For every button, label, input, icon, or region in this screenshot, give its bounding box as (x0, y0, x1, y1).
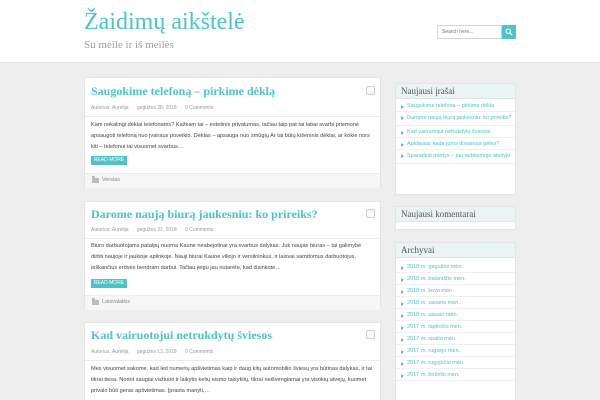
bullet-icon (401, 105, 404, 109)
search-button[interactable] (502, 25, 516, 39)
bullet-icon (401, 374, 404, 378)
toggle-button[interactable] (366, 86, 375, 95)
archive-link[interactable] (396, 357, 515, 369)
post-title[interactable]: Saugokime telefoną – pirkime dėklą (91, 84, 276, 98)
bullet-icon (401, 131, 404, 135)
post-footer (85, 295, 380, 310)
search-input[interactable] (437, 25, 502, 39)
widget-title: Archyvai (396, 243, 515, 258)
archive-link[interactable] (396, 333, 515, 345)
bullet-icon (401, 266, 404, 270)
category-link[interactable]: Verslas (102, 177, 121, 183)
post-meta (91, 227, 220, 233)
recent-post-link[interactable] (396, 100, 515, 112)
bullet-icon (401, 154, 404, 158)
recent-post-label[interactable]: Kad vairuotojui netrukdytų šviesos (407, 129, 491, 135)
widget-title: Naujausi komentarai (396, 207, 515, 222)
site-title[interactable]: Žaidimų aikštelė (84, 9, 245, 35)
post-card (84, 201, 381, 309)
bullet-icon (401, 326, 404, 330)
archive-link[interactable] (396, 369, 515, 381)
recent-post-label[interactable]: Apklausa: kada jums dovanoja gėles? (407, 141, 500, 147)
post-author[interactable]: Autorius: Aurelija (91, 105, 129, 111)
category-link[interactable]: Laisvalaikis (102, 299, 131, 305)
bullet-icon (401, 143, 404, 147)
archive-label[interactable]: 2018 m. kovo mėn. (407, 288, 454, 294)
archive-label[interactable]: 2017 m. spalio mėn. (407, 336, 457, 342)
post-meta (91, 349, 220, 355)
post-date[interactable]: gegužės 28, 2018 (136, 105, 177, 111)
search-icon (505, 28, 513, 36)
site-tagline: Su meile ir iš meilės (84, 39, 174, 51)
archive-link[interactable] (396, 261, 515, 273)
archive-link[interactable] (396, 309, 515, 321)
post-title[interactable]: Darome naują biurą jaukesniu: ko prireiks? (91, 207, 318, 221)
archive-link[interactable] (396, 273, 515, 285)
folder-icon (92, 300, 99, 305)
recent-posts-widget (395, 83, 516, 195)
post-author[interactable]: Autorius: Aurelija (91, 227, 129, 233)
post-title[interactable]: Kad vairuotojui netrukdytų šviesos (91, 328, 273, 342)
toggle-button[interactable] (366, 209, 375, 218)
recent-post-link[interactable] (396, 112, 515, 126)
bullet-icon (401, 116, 404, 120)
archive-label[interactable]: 2018 m. vasario mėn. (407, 300, 460, 306)
bullet-icon (401, 362, 404, 366)
post-meta (91, 105, 220, 111)
archive-label[interactable]: 2017 m. rugpjūčio mėn. (407, 360, 465, 366)
divider (85, 238, 380, 239)
archive-label[interactable]: 2018 m. gegužės mėn. (407, 264, 463, 270)
recent-post-label[interactable]: Sparadinti dantys – jau nebtoimoje ateityje (407, 153, 511, 159)
archive-label[interactable]: 2018 m. sausio mėn. (407, 312, 459, 318)
recent-post-label[interactable]: Darome naują biurą jaukesniu: ko prireiks? (407, 115, 512, 121)
bullet-icon (401, 278, 404, 282)
recent-posts-list (396, 100, 515, 164)
archive-label[interactable]: 2018 m. balandžio mėn. (407, 276, 466, 282)
divider (85, 360, 380, 361)
bullet-icon (401, 350, 404, 354)
recent-post-link[interactable] (396, 126, 515, 138)
archive-label[interactable]: 2017 m. birželio mėn. (407, 372, 460, 378)
post-card (84, 322, 381, 400)
divider (85, 116, 380, 117)
widget-title: Naujausi įrašai (396, 84, 515, 99)
recent-post-link[interactable] (396, 150, 515, 164)
post-comments[interactable]: 0 Comments (185, 105, 214, 111)
post-comments[interactable]: 0 Comments (185, 349, 214, 355)
archive-label[interactable]: 2017 m. rugsėjo mėn. (407, 348, 461, 354)
bullet-icon (401, 314, 404, 318)
archive-link[interactable] (396, 297, 515, 309)
bullet-icon (401, 302, 404, 306)
archive-link[interactable] (396, 285, 515, 297)
read-more-button[interactable]: READ MORE (91, 156, 127, 165)
post-excerpt: Biuro darbuotojams patalpų nuoma Kaune neabejotinai yra svarbus dalykas. Juk naujas biuras – tai galimybė dirbti naujoje ir jaukioje aplinkoje. Nauji biurai Kaune viliojo ir verslininkus, ir laisvai samdomus darbuotojus, ieškančius erdvės bendram darbui. Tačiau jeigu jau nutarėte, kad išsinkote… (91, 243, 362, 271)
post-date[interactable]: gegužės 13, 2018 (136, 349, 177, 355)
archives-widget (395, 242, 516, 400)
archive-label[interactable]: 2017 m. lapkričio mėn. (407, 324, 463, 330)
post-footer (85, 173, 380, 188)
archives-list (396, 261, 515, 381)
toggle-button[interactable] (366, 330, 375, 339)
post-excerpt: Kam reikalingi dėklai telefonams? Kažkam tai – estetinis privalumas, tačiau taip pat tai labai svarbi priemonė apsaugoti telefoną nuo įvairaus poveikio. Dėklas – apsauga nuo smūgių Ar tai būtų kišeninis dėklai, ar kokie nors kiti – telefonui tai visuomet svarbus… (91, 122, 370, 150)
post-author[interactable]: Autorius: Aurelija (91, 349, 129, 355)
recent-post-label[interactable]: Saugokime telefoną – pirkime dėklą (407, 103, 495, 109)
post-excerpt: Mes visuomet sakome, kad led numerių apšvietimas kaip ir daug kitų automobilio šviesų yra būtinas dalykas, ir tai tikrai tiesa. Norint saugiai važiuoti ir laikytis kelių eismo taisyklių, tikrai neišvengiamai yra visokių atvejų, kuomet privalo būti geras apšvietimas. Įprasta manyti,… (91, 366, 373, 394)
folder-icon (92, 178, 99, 183)
bullet-icon (401, 290, 404, 294)
site-header (0, 0, 600, 63)
bullet-icon (401, 338, 404, 342)
archive-link[interactable] (396, 345, 515, 357)
recent-post-link[interactable] (396, 138, 515, 150)
post-card (84, 77, 381, 188)
read-more-button[interactable]: READ MORE (91, 279, 127, 288)
recent-comments-widget (395, 206, 516, 230)
post-comments[interactable]: 0 Comments (185, 227, 214, 233)
archive-link[interactable] (396, 321, 515, 333)
post-date[interactable]: gegužės 22, 2018 (136, 227, 177, 233)
